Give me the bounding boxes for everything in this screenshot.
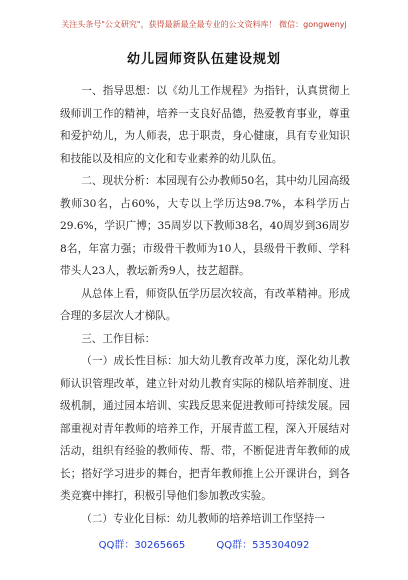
- document-body: [60, 80, 350, 530]
- paragraph-status-analysis: 二、现状分析：本园现有公办教师50名，其中幼儿园高级教师30名，占60%，大专以上学历达98.7%，本科学历占29.6%，学识广博；35周岁以下教师38名，40周岁到36周岁8名，年富力强；市级骨干教师为10人，县级骨干教师、学科带头人23人，教坛新秀9人，技艺超群。: [60, 175, 350, 277]
- header-banner: 关注头条号"公文研究"，获得最新最全最专业的公文资料库！ 微信：gongwenyj: [61, 20, 347, 29]
- qq-group-2: QQ群：535304092: [216, 540, 310, 551]
- paragraph-professional-goal: （二）专业化目标：幼儿教师的培养培训工作坚持一: [81, 512, 325, 525]
- paragraph-growth-goal: （一）成长性目标：加大幼儿教育改革力度，深化幼儿教师认识管理改革，建立针对幼儿教育实际的梯队培养制度、进级机制，通过园本培训、实践反思来促进教师可持续发展。园部重视对青年教师的培养工作，开展青蓝工程，深入开展结对活动，组织有经验的教师传、帮、带，不断促进青年教师的成长；搭好学习进步的舞台，把青年教师推上公开课讲台，到各类竞赛中摔打，积极引导他们参加教改实验。: [60, 355, 350, 502]
- qq-group-1: QQ群：30265665: [98, 540, 186, 551]
- paragraph-overall-view: 从总体上看，师资队伍学历层次较高，有改革精神。形成合理的多层次人才梯队。: [60, 287, 350, 322]
- paragraph-guiding-principle: 一、指导思想：以《幼儿工作规程》为指针，认真贯彻上级师训工作的精神，培养一支良好品德，热爱教育事业，尊重和爱护幼儿，为人师表，忠于职责，身心健康，具有专业知识和技能以及相应的文化和专业素养的幼儿队伍。: [60, 85, 350, 165]
- heading-work-goals: 三、工作目标：: [81, 332, 156, 345]
- footer-contact: [0, 540, 408, 552]
- document-title: 幼儿园师资队伍建设规划: [126, 52, 281, 67]
